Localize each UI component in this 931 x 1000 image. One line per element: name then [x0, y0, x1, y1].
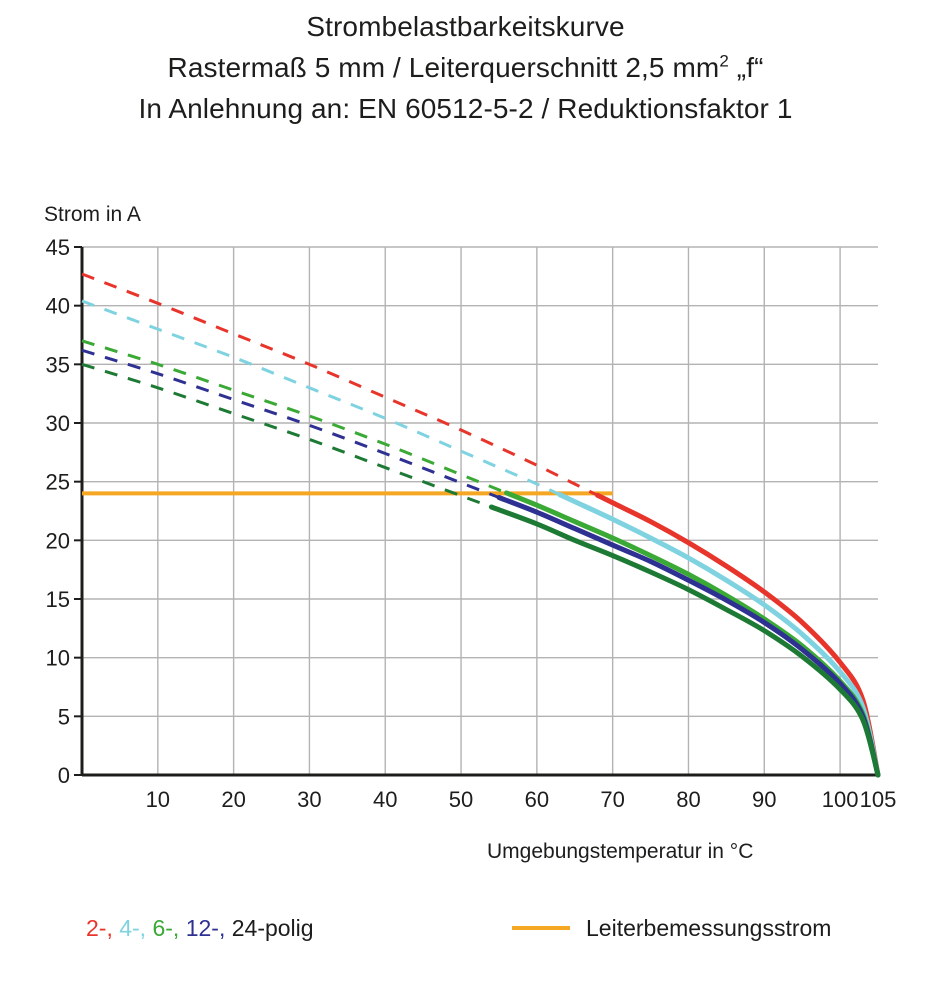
title-line-3: In Anlehnung an: EN 60512-5-2 / Reduktionsfaktor 1 [138, 93, 793, 124]
x-tick-label: 30 [297, 787, 322, 812]
chart-title-block [0, 0, 931, 129]
series-solid-0 [598, 495, 879, 775]
legend-rated-current-label: Leiterbemessungsstrom [586, 915, 832, 941]
x-tick-label: 60 [524, 787, 550, 812]
legend-line-swatch [512, 926, 570, 930]
chart-legend [0, 915, 931, 975]
x-axis-label: Umgebungstemperatur in °C [487, 840, 754, 863]
y-tick-label: 15 [45, 587, 70, 612]
x-tick-label: 100 [821, 787, 859, 812]
y-tick-label: 40 [45, 293, 70, 319]
chart-plot-area [0, 185, 931, 863]
y-axis-label: Strom in A [44, 203, 141, 226]
y-tick-label: 10 [45, 645, 70, 671]
title-line-2 [0, 47, 931, 88]
series-dashed-0 [82, 274, 598, 495]
legend-pole-2: 6-, [152, 915, 186, 941]
series-dashed-4 [82, 364, 491, 507]
x-tick-label: 80 [676, 787, 701, 812]
y-tick-label: 20 [45, 528, 70, 554]
legend-rated-current [512, 915, 831, 942]
x-tick-label: 40 [372, 787, 398, 812]
title-line-1: Strombelastbarkeitskurve [306, 11, 625, 42]
y-tick-label: 45 [45, 235, 70, 260]
series-dashed-1 [82, 301, 560, 495]
x-tick-label: 20 [221, 787, 246, 812]
x-tick-label: 50 [448, 787, 474, 812]
y-tick-label: 30 [45, 411, 70, 436]
y-tick-label: 35 [45, 352, 70, 378]
x-tick-label: 105 [859, 787, 897, 812]
x-tick-label: 10 [145, 787, 171, 812]
y-tick-label: 0 [57, 763, 70, 788]
y-tick-label: 25 [45, 469, 70, 495]
y-tick-label: 5 [57, 704, 70, 730]
title-line-2-superscript: 2 [719, 51, 729, 71]
x-tick-label: 90 [752, 787, 777, 812]
legend-pole-0: 2-, [86, 915, 120, 941]
legend-pole-1: 4-, [119, 915, 153, 941]
series-dashed-3 [82, 350, 499, 497]
x-tick-label: 70 [600, 787, 625, 812]
title-line-2-pre: Rastermaß 5 mm / Leiterquerschnitt 2,5 mm [167, 52, 720, 83]
title-line-2-post: „f“ [728, 52, 764, 83]
legend-pole-4: 24-polig [231, 915, 314, 941]
legend-poles [86, 915, 314, 942]
legend-pole-3: 12-, [185, 915, 232, 941]
chart-svg [0, 185, 931, 825]
